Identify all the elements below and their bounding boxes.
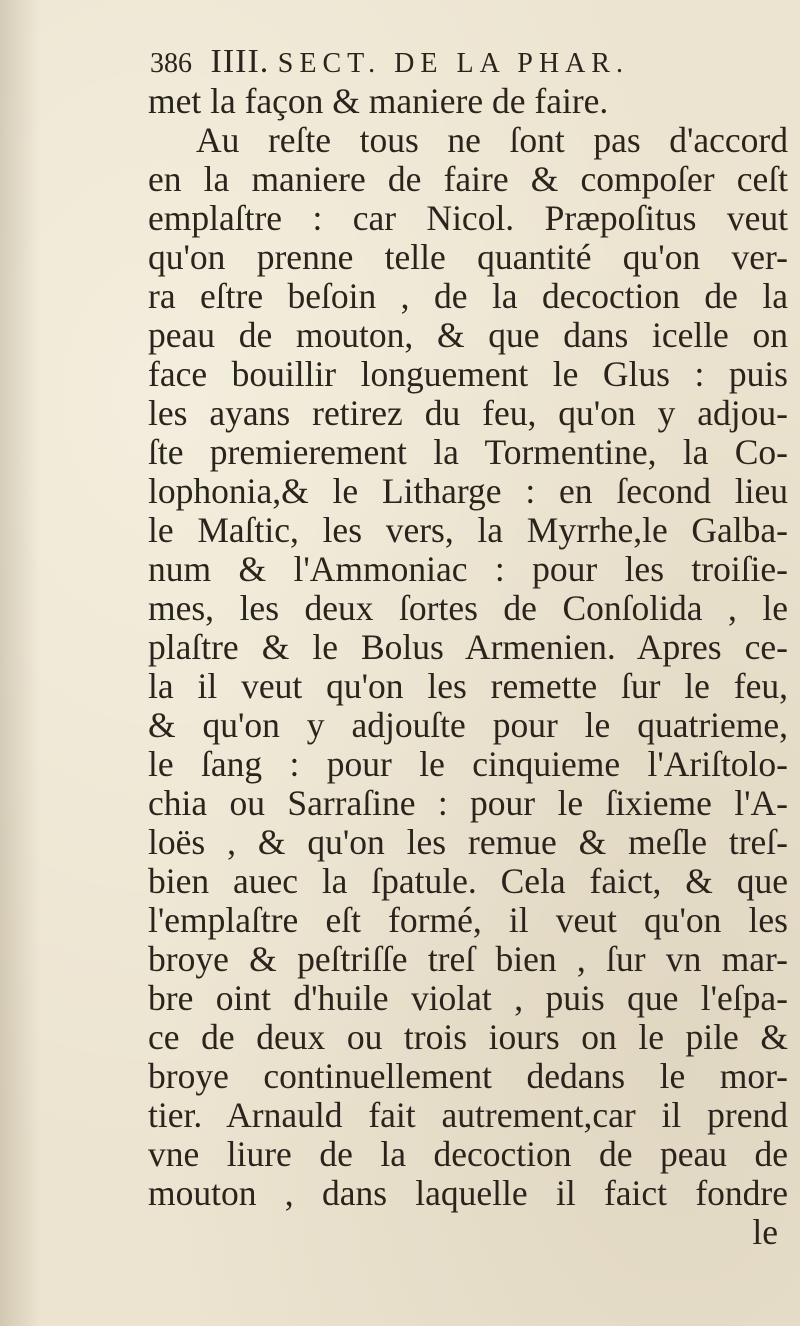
- text-line: ra eſtre beſoin , de la decoction de la: [148, 277, 788, 316]
- text-block: [148, 82, 788, 1252]
- text-line: l'emplaſtre eſt formé, il veut qu'on les: [148, 901, 788, 940]
- text-line: mouton , dans laquelle il faict fondre: [148, 1174, 788, 1213]
- text-line: lophonia,& le Litharge : en ſecond lieu: [148, 472, 788, 511]
- text-line: face bouillir longuement le Glus : puis: [148, 355, 788, 394]
- text-line: vne liure de la decoction de peau de: [148, 1135, 788, 1174]
- text-line: emplaſtre : car Nicol. Præpoſitus veut: [148, 199, 788, 238]
- text-line: num & l'Ammoniac : pour les troiſie-: [148, 550, 788, 589]
- text-line: tier. Arnauld fait autrement,car il prend: [148, 1096, 788, 1135]
- section-title: SECT. DE LA PHAR.: [277, 48, 629, 79]
- text-line: bien auec la ſpatule. Cela faict, & que: [148, 862, 788, 901]
- text-line: mes, les deux ſortes de Conſolida , le: [148, 589, 788, 628]
- text-line: met la façon & maniere de faire.: [148, 82, 609, 121]
- catchword: le: [752, 1213, 778, 1252]
- text-line: le Maſtic, les vers, la Myrrhe,le Galba-: [148, 511, 788, 550]
- text-line: bre oint d'huile violat , puis que l'eſpa-: [148, 979, 788, 1018]
- text-line: ce de deux ou trois iours on le pile &: [148, 1018, 788, 1057]
- text-line: loës , & qu'on les remue & meſle treſ-: [148, 823, 788, 862]
- text-line: Au reſte tous ne ſont pas d'accord: [196, 121, 788, 160]
- text-line: broye continuellement dedans le mor-: [148, 1057, 788, 1096]
- text-line: peau de mouton, & que dans icelle on: [148, 316, 788, 355]
- section-number: IIII.: [210, 43, 270, 80]
- page-gutter-shadow: [0, 0, 40, 1326]
- text-line: les ayans retirez du feu, qu'on y adjou-: [148, 394, 788, 433]
- running-header: [150, 38, 790, 86]
- text-line: en la maniere de faire & compoſer ceſt: [148, 160, 788, 199]
- text-line: qu'on prenne telle quantité qu'on ver-: [148, 238, 788, 277]
- text-line: & qu'on y adjouſte pour le quatrieme,: [148, 706, 788, 745]
- text-line: la il veut qu'on les remette ſur le feu,: [148, 667, 788, 706]
- text-line: chia ou Sarraſine : pour le ſixieme l'A-: [148, 784, 788, 823]
- text-line: broye & peſtriſſe treſ bien , ſur vn mar-: [148, 940, 788, 979]
- text-line: le ſang : pour le cinquieme l'Ariſtolo-: [148, 745, 788, 784]
- text-line: ſte premierement la Tormentine, la Co-: [148, 433, 788, 472]
- page-number: 386: [150, 48, 192, 79]
- text-line: plaſtre & le Bolus Armenien. Apres ce-: [148, 628, 788, 667]
